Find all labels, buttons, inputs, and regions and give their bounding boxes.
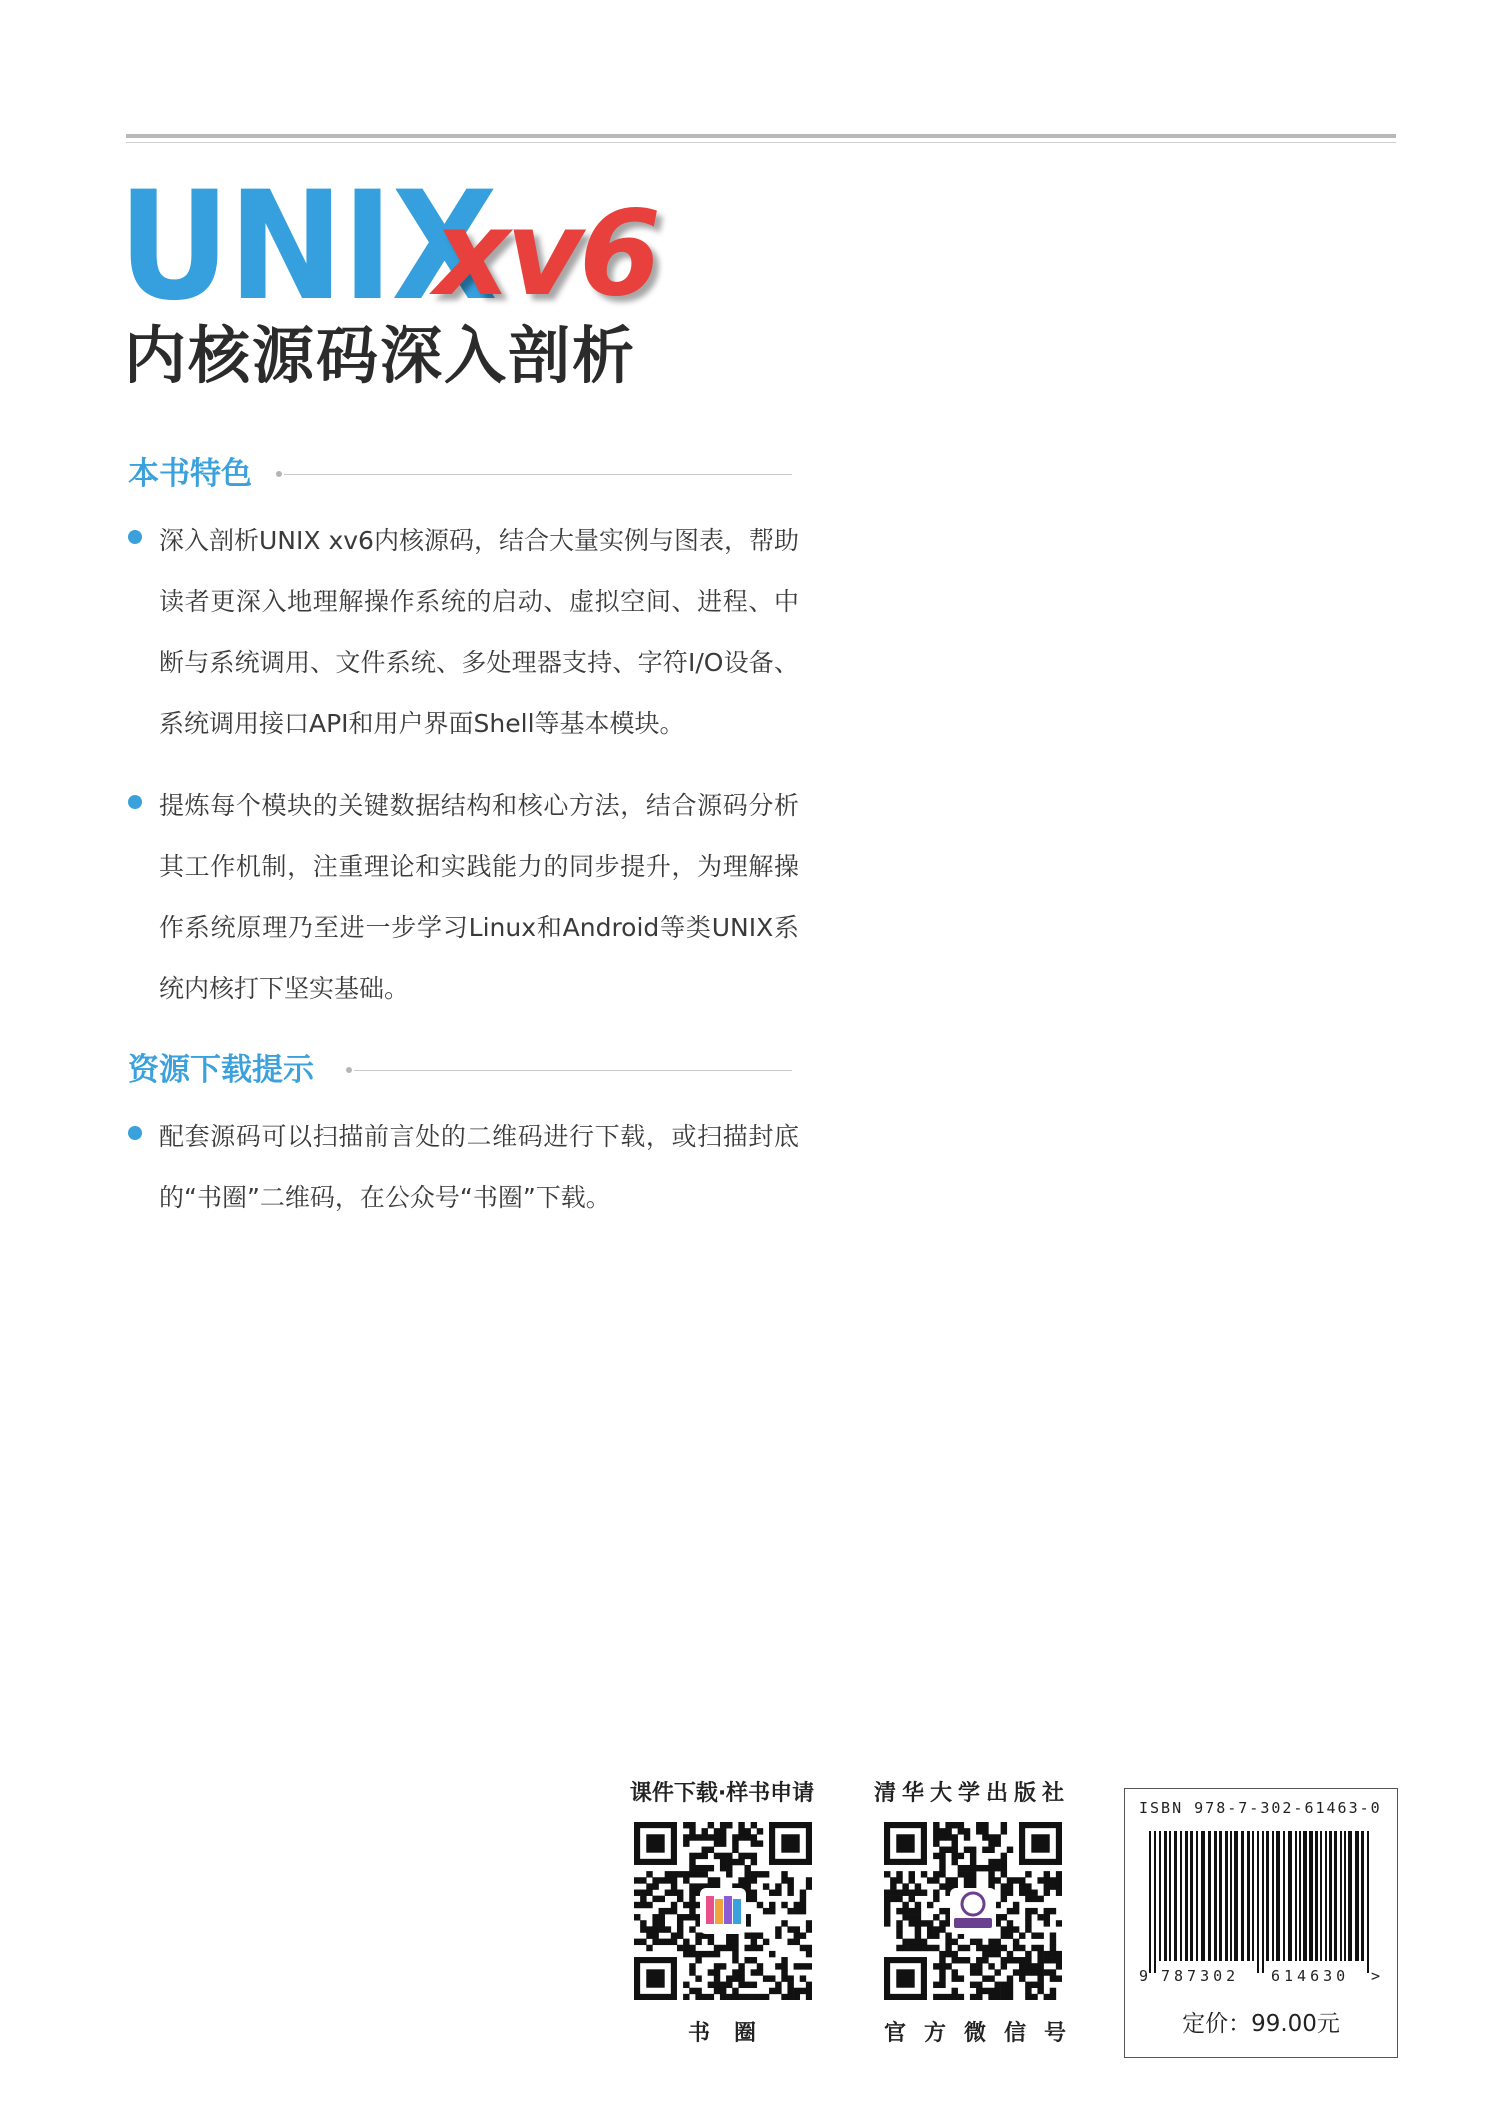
barcode-bar bbox=[1295, 1831, 1297, 1961]
barcode-bar bbox=[1247, 1831, 1250, 1961]
barcode-bar bbox=[1361, 1831, 1364, 1961]
tsinghua-press-logo-icon bbox=[950, 1888, 996, 1934]
barcode-bar bbox=[1174, 1831, 1177, 1961]
section-heading-features bbox=[128, 452, 792, 496]
barcode-arrow: > bbox=[1371, 1967, 1381, 1985]
barcode-bar bbox=[1230, 1831, 1232, 1961]
heading-dot bbox=[276, 471, 282, 477]
barcode-bar bbox=[1344, 1831, 1346, 1961]
barcode-bar bbox=[1262, 1831, 1264, 1973]
barcode-bar bbox=[1299, 1831, 1301, 1961]
heading-line bbox=[284, 474, 792, 475]
barcode-bar bbox=[1214, 1831, 1217, 1961]
barcode-bar bbox=[1234, 1831, 1238, 1961]
barcode-bar bbox=[1154, 1831, 1156, 1973]
barcode-bar bbox=[1355, 1831, 1359, 1961]
qr-code-book-circle[interactable] bbox=[634, 1822, 812, 2000]
bullet-dot bbox=[128, 1126, 142, 1140]
section-title: 本书特色 bbox=[128, 456, 252, 492]
section-title: 资源下载提示 bbox=[128, 1052, 314, 1088]
section-heading-resources bbox=[128, 1048, 792, 1092]
barcode-bar bbox=[1266, 1831, 1269, 1961]
barcode-bar bbox=[1340, 1831, 1342, 1961]
barcode-bar bbox=[1225, 1831, 1228, 1961]
bullet-dot bbox=[128, 530, 142, 544]
qr-caption-official-wechat: 官方微信号 bbox=[883, 2021, 1084, 2046]
top-rule-thin bbox=[126, 142, 1396, 143]
barcode-bar bbox=[1241, 1831, 1244, 1961]
barcode-bar bbox=[1190, 1831, 1193, 1961]
barcode-bar bbox=[1257, 1831, 1259, 1973]
barcode-bar bbox=[1367, 1831, 1369, 1973]
title-chinese: 内核源码深入剖析 bbox=[124, 319, 637, 392]
barcode-bar bbox=[1169, 1831, 1171, 1961]
book-circle-logo-icon bbox=[700, 1888, 746, 1934]
qr-caption-book-circle: 书圈 bbox=[687, 2021, 780, 2046]
barcode-bar bbox=[1334, 1831, 1337, 1961]
barcode-bar bbox=[1309, 1831, 1313, 1961]
heading-line bbox=[354, 1070, 792, 1071]
top-rule bbox=[126, 134, 1396, 138]
barcode-bar bbox=[1329, 1831, 1332, 1961]
isbn-box bbox=[1124, 1788, 1398, 2058]
barcode-bar bbox=[1348, 1831, 1352, 1961]
title-unix: UNIX bbox=[118, 160, 496, 334]
barcode-digits-group1: 787302 bbox=[1161, 1967, 1240, 1985]
feature-text: 提炼每个模块的关键数据结构和核心方法，结合源码分析其工作机制，注重理论和实践能力的同步提升，为理解操作系统原理乃至进一步学习Linux和Android等类UNIX系统内核打下坚实基础。 bbox=[159, 791, 799, 1003]
qr-title-courseware: 课件下载·样书申请 bbox=[629, 1781, 815, 1806]
isbn-barcode bbox=[1139, 1829, 1383, 1985]
barcode-digits-group2: 614630 bbox=[1271, 1967, 1350, 1985]
barcode-bar bbox=[1283, 1831, 1285, 1961]
title-xv6: xv6 bbox=[434, 184, 658, 322]
isbn-text: ISBN 978-7-302-61463-0 bbox=[1139, 1799, 1382, 1817]
price-label: 定价：99.00元 bbox=[1182, 2011, 1340, 2037]
barcode-bar bbox=[1288, 1831, 1292, 1961]
barcode-digit-lead: 9 bbox=[1139, 1967, 1149, 1985]
barcode-bar bbox=[1219, 1831, 1222, 1961]
barcode-bar bbox=[1201, 1831, 1205, 1961]
resource-text: 配套源码可以扫描前言处的二维码进行下载，或扫描封底的“书圈”二维码，在公众号“书圈”下载。 bbox=[159, 1122, 799, 1212]
barcode-bar bbox=[1185, 1831, 1188, 1961]
barcode-bar bbox=[1320, 1831, 1322, 1961]
barcode-bar bbox=[1272, 1831, 1274, 1961]
barcode-bar bbox=[1315, 1831, 1318, 1961]
heading-dot bbox=[346, 1067, 352, 1073]
qr-code-tsinghua-press[interactable] bbox=[884, 1822, 1062, 2000]
bullet-dot bbox=[128, 795, 142, 809]
barcode-bar bbox=[1303, 1831, 1307, 1961]
barcode-bar bbox=[1149, 1831, 1151, 1973]
qr-title-publisher: 清华大学出版社 bbox=[873, 1781, 1070, 1806]
barcode-bar bbox=[1180, 1831, 1182, 1961]
barcode-bar bbox=[1196, 1831, 1198, 1961]
barcode-bar bbox=[1159, 1831, 1161, 1961]
barcode-bar bbox=[1276, 1831, 1280, 1961]
feature-text: 深入剖析UNIX xv6内核源码，结合大量实例与图表，帮助读者更深入地理解操作系统的启动、虚拟空间、进程、中断与系统调用、文件系统、多处理器支持、字符I/O设备、系统调用接口API和用户界面Shell等基本模块。 bbox=[159, 526, 799, 738]
barcode-bar bbox=[1252, 1831, 1254, 1961]
barcode-bar bbox=[1164, 1831, 1167, 1961]
barcode-bar bbox=[1325, 1831, 1327, 1961]
barcode-bar bbox=[1208, 1831, 1211, 1961]
